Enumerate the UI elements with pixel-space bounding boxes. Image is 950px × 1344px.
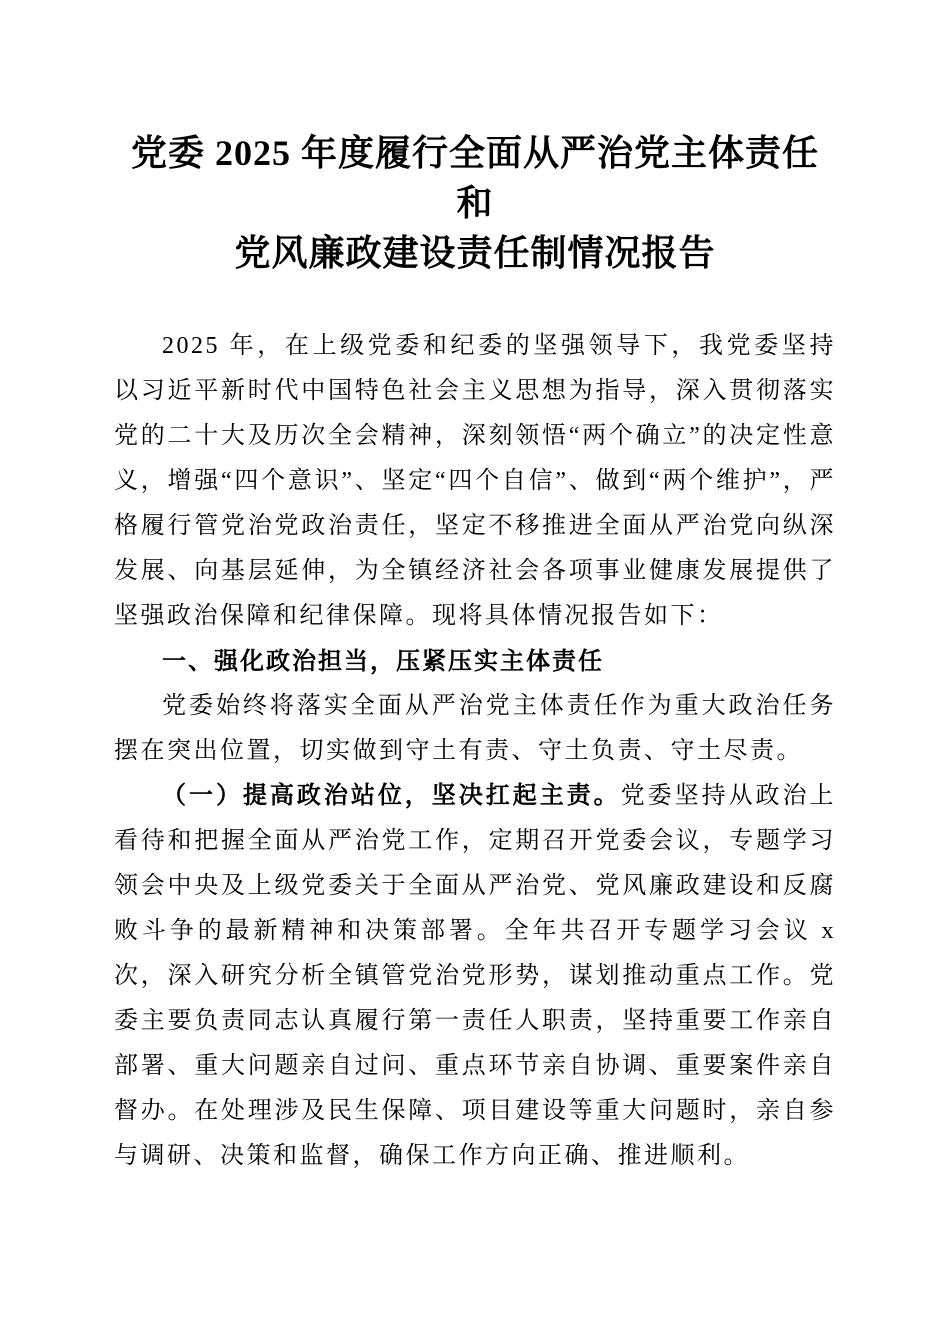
document-title (114, 128, 836, 278)
paragraph-lead-bold: （一）提高政治站位，坚决扛起主责。 (162, 783, 621, 809)
paragraph-section-overview: 党委始终将落实全面从严治党主体责任作为重大政治任务摆在突出位置，切实做到守土有责、守土负责、守土尽责。 (114, 693, 836, 764)
paragraph-subsection-1 (114, 774, 836, 1179)
document-title-line-1: 党委 2025 年度履行全面从严治党主体责任和 (130, 133, 819, 223)
paragraph-intro: 2025 年，在上级党委和纪委的坚强领导下，我党委坚持以习近平新时代中国特色社会主义思想为指导，深入贯彻落实党的二十大及历次全会精神，深刻领悟“两个确立”的决定性意义，增强“四个意识”、坚定“四个自信”、做到“两个维护”，严格履行管党治党政治责任，坚定不移推进全面从严治党向纵深发展、向基层延伸，为全镇经济社会各项事业健康发展提供了坚强政治保障和纪律保障。现将具体情况报告如下： (114, 333, 836, 629)
document-title-line-2: 党风廉政建设责任制情况报告 (234, 233, 716, 273)
section-heading-1: 一、强化政治担当，压紧压实主体责任 (162, 648, 604, 675)
paragraph-body-text: 党委坚持从政治上看待和把握全面从严治党工作，定期召开党委会议，专题学习领会中央及上级党委关于全面从严治党、党风廉政建设和反腐败斗争的最新精神和决策部署。全年共召开专题学习会议 x 次，深入研究分析全镇管党治党形势，谋划推动重点工作。党委主要负责同志认真履行第一责任人职责，坚持重要工作亲自部署、重大问题亲自过问、重点环节亲自协调、重要案件亲自督办。在处理涉及民生保障、项目建设等重大问题时，亲自参与调研、决策和监督，确保工作方向正确、推进顺利。 (114, 783, 837, 1169)
